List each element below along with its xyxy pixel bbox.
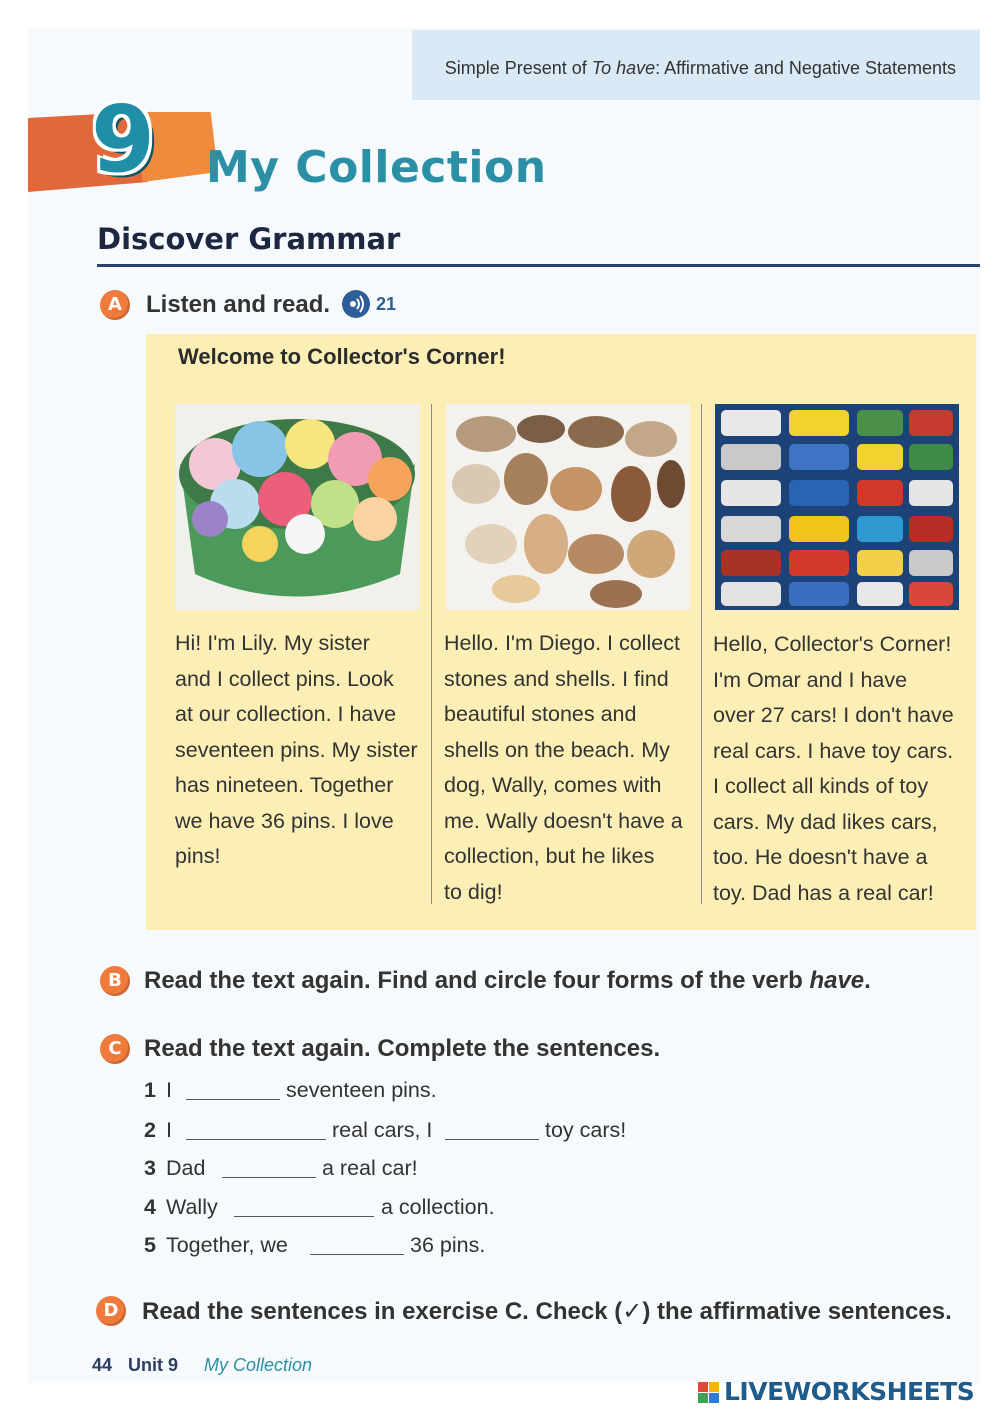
reading-title: Welcome to Collector's Corner! bbox=[178, 344, 506, 369]
exercise-b-text: Read the text again. Find and circle four forms of the verb bbox=[144, 967, 810, 994]
post-lily bbox=[175, 626, 425, 875]
post-line: cars. My dad likes cars, bbox=[713, 809, 938, 834]
pins-photo bbox=[175, 404, 420, 610]
item-text: I bbox=[165, 1118, 172, 1142]
toy-cars-photo bbox=[715, 404, 959, 610]
item-text: Together, we bbox=[165, 1233, 288, 1257]
column-divider bbox=[431, 404, 432, 904]
item-text: seventeen pins. bbox=[286, 1078, 437, 1102]
post-line: stones and shells. I find bbox=[444, 666, 669, 691]
shells-photo bbox=[446, 404, 690, 610]
topic-prefix: Simple Present of bbox=[444, 58, 592, 78]
post-line: toy. Dad has a real car! bbox=[713, 880, 934, 905]
post-line: has nineteen. Together bbox=[175, 773, 394, 797]
exercise-c-item bbox=[144, 1118, 172, 1143]
post-line: we have 36 pins. I love bbox=[175, 808, 394, 833]
post-line: to dig! bbox=[444, 879, 503, 904]
exercise-b-instruction bbox=[144, 967, 871, 995]
post-line: at our collection. I have bbox=[175, 702, 397, 726]
post-line: Hi! I'm Lily. My sister bbox=[175, 631, 370, 655]
item-text: real cars, I bbox=[332, 1118, 433, 1142]
post-line: Hello. I'm Diego. I collect bbox=[444, 631, 680, 655]
liveworksheets-watermark: LIVEWORKSHEETS bbox=[724, 1377, 975, 1406]
section-divider bbox=[97, 264, 980, 267]
grammar-topic-band bbox=[412, 30, 980, 100]
post-line: pins! bbox=[175, 844, 221, 868]
post-line: Hello, Collector's Corner! bbox=[713, 632, 952, 656]
item-number: 1 bbox=[144, 1078, 156, 1102]
post-line: seventeen pins. My sister bbox=[175, 737, 418, 762]
item-number: 5 bbox=[144, 1233, 156, 1257]
topic-suffix: : Affirmative and Negative Statements bbox=[655, 58, 956, 78]
post-line: too. He doesn't have a bbox=[713, 845, 928, 869]
exercise-c-item bbox=[144, 1233, 288, 1258]
exercise-c-item bbox=[144, 1156, 205, 1181]
item-text: toy cars! bbox=[545, 1118, 627, 1142]
exercise-b-end: . bbox=[864, 967, 871, 994]
post-line: and I collect pins. Look bbox=[175, 666, 394, 691]
audio-track-number: 21 bbox=[376, 294, 397, 314]
answer-blank[interactable] bbox=[186, 1099, 280, 1100]
answer-blank[interactable] bbox=[445, 1139, 539, 1140]
answer-blank[interactable] bbox=[234, 1216, 374, 1217]
exercise-b-italic: have bbox=[809, 967, 865, 994]
exercise-d-instruction: Read the sentences in exercise C. Check (✓) the affirmative sentences. bbox=[142, 1298, 952, 1325]
unit-title: My Collection bbox=[206, 142, 547, 193]
post-line: collection, but he likes bbox=[444, 844, 655, 868]
post-diego bbox=[444, 626, 696, 910]
item-text: I bbox=[165, 1078, 172, 1102]
post-omar bbox=[713, 627, 975, 911]
exercise-c-instruction: Read the text again. Complete the sentences. bbox=[144, 1035, 661, 1062]
speaker-wave-icon bbox=[342, 290, 370, 318]
post-line: beautiful stones and bbox=[444, 702, 637, 726]
post-line: real cars. I have toy cars. bbox=[713, 738, 954, 763]
exercise-b-badge: B bbox=[100, 966, 130, 996]
exercise-d-badge: D bbox=[96, 1296, 126, 1326]
post-line: dog, Wally, comes with bbox=[444, 773, 662, 797]
exercise-c-item bbox=[144, 1078, 172, 1103]
answer-blank[interactable] bbox=[310, 1254, 404, 1255]
audio-icon[interactable] bbox=[342, 290, 370, 318]
item-text: Dad bbox=[165, 1156, 206, 1180]
exercise-a-badge: A bbox=[100, 290, 130, 320]
post-line: I collect all kinds of toy bbox=[713, 774, 929, 798]
footer-unit-label: Unit 9 bbox=[128, 1355, 179, 1375]
post-line: me. Wally doesn't have a bbox=[444, 808, 683, 833]
answer-blank[interactable] bbox=[186, 1139, 326, 1140]
topic-italic: To have bbox=[591, 58, 656, 78]
column-divider bbox=[701, 404, 702, 904]
post-line: I'm Omar and I have bbox=[713, 667, 908, 692]
section-heading: Discover Grammar bbox=[97, 222, 401, 256]
item-number: 4 bbox=[144, 1195, 156, 1219]
exercise-a-instruction: Listen and read. bbox=[146, 291, 331, 318]
unit-number: 9 bbox=[90, 86, 155, 193]
item-text: Wally bbox=[165, 1195, 218, 1219]
post-line: shells on the beach. My bbox=[444, 737, 670, 762]
item-text: a real car! bbox=[322, 1156, 418, 1180]
item-text: a collection. bbox=[381, 1195, 495, 1219]
answer-blank[interactable] bbox=[222, 1177, 316, 1178]
footer-unit-title: My Collection bbox=[204, 1355, 313, 1375]
exercise-c-item bbox=[144, 1195, 218, 1220]
page-number: 44 bbox=[92, 1355, 113, 1375]
item-text: 36 pins. bbox=[410, 1233, 486, 1257]
exercise-c-badge: C bbox=[100, 1034, 130, 1064]
item-number: 2 bbox=[144, 1118, 156, 1142]
item-number: 3 bbox=[144, 1156, 156, 1180]
post-line: over 27 cars! I don't have bbox=[713, 703, 954, 727]
